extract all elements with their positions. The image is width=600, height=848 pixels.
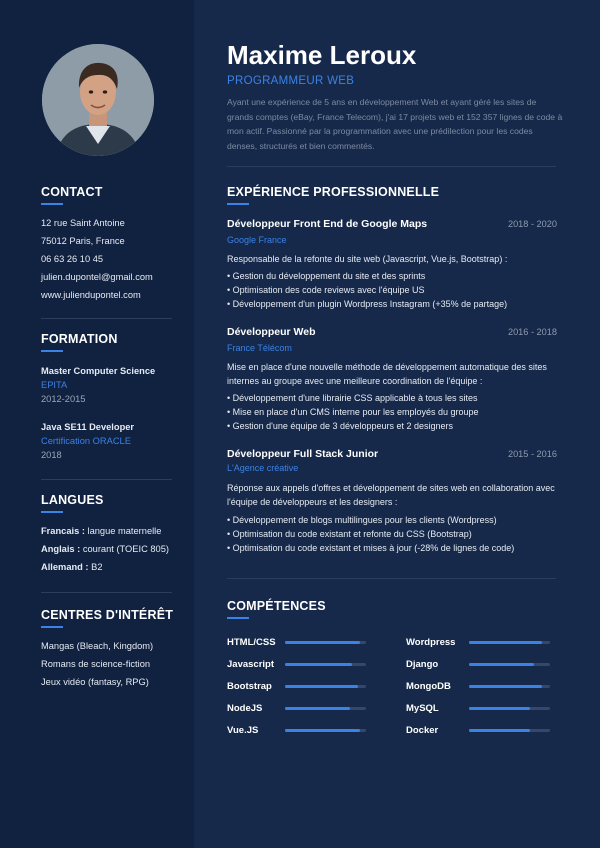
skill-name: Bootstrap — [227, 681, 272, 692]
experience-underline — [227, 203, 249, 205]
skill-bar — [469, 641, 550, 644]
skill-name: MongoDB — [406, 681, 451, 692]
skill-bar — [285, 641, 366, 644]
skill-bar-fill — [469, 707, 530, 710]
skill-name: NodeJS — [227, 703, 263, 714]
candidate-role: PROGRAMMEUR WEB — [227, 75, 355, 87]
language-item — [41, 562, 103, 572]
skill-bar — [469, 707, 550, 710]
language-item — [41, 544, 169, 554]
skill-bar — [285, 685, 366, 688]
skill-name: HTML/CSS — [227, 637, 276, 648]
contact-address: 12 rue Saint Antoine — [41, 218, 125, 228]
skill-name: Vue.JS — [227, 725, 259, 736]
contact-underline — [41, 203, 63, 205]
skill-name: Docker — [406, 725, 439, 736]
job-bullet: • Développement d'un plugin Wordpress Instagram (+35% de partage) — [227, 297, 567, 311]
contact-phone: 06 63 26 10 45 — [41, 254, 104, 264]
job-description: Responsable de la refonte du site web (Javascript, Vue.js, Bootstrap) : — [227, 254, 508, 264]
job-dates: 2015 - 2016 — [507, 449, 557, 459]
skill-name: Wordpress — [406, 637, 456, 648]
job-description: Mise en place d'une nouvelle méthode de développement automatique des sites internes au groupe avec une meilleure coordination de l'équipe : — [227, 362, 547, 386]
job-bullet: • Mise en place d'un CMS interne pour les employés du groupe — [227, 405, 567, 419]
skill-bar-fill — [285, 707, 350, 710]
job-title: Développeur Web — [227, 326, 316, 338]
formation-years: 2018 — [41, 450, 62, 460]
job-bullet: • Développement d'une librairie CSS applicable à tous les sites — [227, 391, 567, 405]
skill-bar-fill — [285, 663, 352, 666]
skill-bar-fill — [285, 641, 360, 644]
skill-bar — [285, 729, 366, 732]
experience-title: EXPÉRIENCE PROFESSIONNELLE — [227, 185, 440, 199]
interest-item: Romans de science-fiction — [41, 659, 151, 669]
formation-school: EPITA — [41, 380, 68, 390]
skill-bar — [469, 663, 550, 666]
formation-school: Certification ORACLE — [41, 436, 131, 446]
job-description: Réponse aux appels d'offres et développement de sites web en collaboration avec l'équipe de développeurs et les designers : — [227, 483, 555, 507]
langues-underline — [41, 511, 63, 513]
sidebar-divider — [41, 318, 172, 319]
skills-title: COMPÉTENCES — [227, 599, 326, 613]
sidebar-divider — [41, 592, 172, 593]
interets-title: CENTRES D'INTÉRÊT — [41, 608, 174, 622]
job-bullet: • Gestion d'une équipe de 3 développeurs et 2 designers — [227, 419, 567, 433]
job-bullet: • Gestion du développement du site et des sprints — [227, 269, 567, 283]
job-bullets — [227, 269, 567, 312]
contact-website[interactable]: www.juliendupontel.com — [41, 290, 141, 300]
skill-bar — [469, 729, 550, 732]
language-name: Allemand : — [41, 562, 89, 572]
formation-underline — [41, 350, 63, 352]
interets-underline — [41, 626, 63, 628]
skill-bar — [285, 663, 366, 666]
job-dates: 2018 - 2020 — [507, 219, 557, 229]
skill-bar — [469, 685, 550, 688]
job-company: Google France — [227, 235, 287, 245]
interest-item: Jeux vidéo (fantasy, RPG) — [41, 677, 149, 687]
skill-bar-fill — [469, 663, 534, 666]
skill-name: MySQL — [406, 703, 439, 714]
contact-title: CONTACT — [41, 185, 103, 199]
job-bullet: • Optimisation des code reviews avec l'équipe US — [227, 283, 567, 297]
job-bullet: • Optimisation du code existant et refonte du CSS (Bootstrap) — [227, 527, 567, 541]
skill-bar-fill — [469, 641, 542, 644]
job-dates: 2016 - 2018 — [507, 327, 557, 337]
skill-bar-fill — [285, 729, 360, 732]
job-bullet: • Optimisation du code existant et mises à jour (-28% de lignes de code) — [227, 541, 567, 555]
candidate-name: Maxime Leroux — [227, 40, 417, 70]
language-name: Francais : — [41, 526, 85, 536]
formation-degree: Java SE11 Developer — [41, 422, 135, 432]
job-bullets — [227, 513, 567, 556]
skill-name: Javascript — [227, 659, 275, 670]
skill-bar — [285, 707, 366, 710]
job-company: L'Agence créative — [227, 463, 299, 473]
formation-title: FORMATION — [41, 332, 118, 346]
main-divider — [227, 166, 556, 167]
skill-bar-fill — [285, 685, 358, 688]
skill-bar-fill — [469, 685, 542, 688]
profile-photo — [42, 44, 154, 156]
job-bullets — [227, 391, 567, 434]
skill-name: Django — [406, 659, 439, 670]
job-bullet: • Développement de blogs multilingues pour les clients (Wordpress) — [227, 513, 567, 527]
language-name: Anglais : — [41, 544, 81, 554]
sidebar-divider — [41, 479, 172, 480]
formation-years: 2012-2015 — [41, 394, 86, 404]
language-level: courant (TOEIC 805) — [80, 544, 169, 554]
langues-title: LANGUES — [41, 493, 104, 507]
formation-degree: Master Computer Science — [41, 366, 156, 376]
job-company: France Télécom — [227, 343, 292, 353]
contact-email[interactable]: julien.dupontel@gmail.com — [41, 272, 153, 282]
skill-bar-fill — [469, 729, 530, 732]
language-level: langue maternelle — [84, 526, 162, 536]
language-item — [41, 526, 161, 536]
language-level: B2 — [88, 562, 103, 572]
main-divider — [227, 578, 556, 579]
interest-item: Mangas (Bleach, Kingdom) — [41, 641, 154, 651]
job-title: Développeur Full Stack Junior — [227, 448, 379, 460]
profile-summary: Ayant une expérience de 5 ans en développement Web et ayant géré les sites de grands comptes (eBay, France Telecom), j'ai 17 projets web et 152 357 lignes de code à mon actif. Passionné par la programmation avec une prédilection pour les codes denses, structurés et bien commentés. — [227, 97, 563, 151]
job-title: Développeur Front End de Google Maps — [227, 218, 428, 230]
contact-city: 75012 Paris, France — [41, 236, 125, 246]
skills-underline — [227, 617, 249, 619]
